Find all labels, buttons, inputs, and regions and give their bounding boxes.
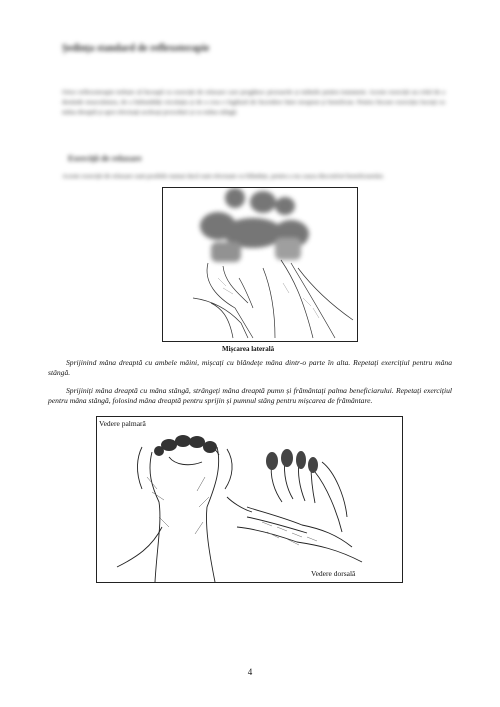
instruction-paragraph-1: Sprijinind mâna dreaptă cu ambele mâini, mișcați cu blândețe mâna dintr-o parte în alta. Repetați exercițiul pentru mâna stângă.	[48, 358, 452, 377]
subsection-title: Exerciții de relaxare	[68, 153, 142, 163]
intro-paragraph: Orice reflexoterapie trebuie să înceapă cu exerciții de relaxare care pregătesc picioarele și mâinile pentru tratament. Aceste exerciții au rolul de a destinde musculatura, de a îmbunătăți circulația și de a crea o legătură de încredere între terapeut și beneficiar. Pentru fiecare exercițiu lucrați cu mâna dreaptă și apoi efectuați aceleași proceduri și cu mâna stângă.	[62, 89, 445, 116]
figure-kneading	[96, 416, 403, 583]
hands-illustration-lateral	[163, 188, 357, 341]
hands-illustration-kneading	[97, 417, 402, 582]
instruction-paragraph-2: Sprijiniți mâna dreaptă cu mâna stângă, strângeți mâna dreaptă pumn și frământați palma beneficiarului. Repetați exercițiul pentru mâna stângă, folosind mâna dreaptă pentru sprijin și pumnul stâng pentru mișcarea de frământare.	[48, 386, 452, 405]
dorsal-view-label: Vedere dorsală	[311, 569, 356, 578]
palmar-view-label: Vedere palmară	[99, 419, 146, 428]
figure1-caption: Mișcarea laterală	[222, 345, 275, 353]
section-title: Ședința standard de reflexoterapie	[62, 43, 210, 54]
figure-lateral-movement	[162, 187, 358, 342]
page-number: 4	[247, 667, 253, 677]
subsection-intro: Aceste exerciții de relaxare sunt posibile numai dacă sunt efectuate cu blândețe, pentru a nu cauza disconfort beneficiarului.	[62, 173, 385, 180]
